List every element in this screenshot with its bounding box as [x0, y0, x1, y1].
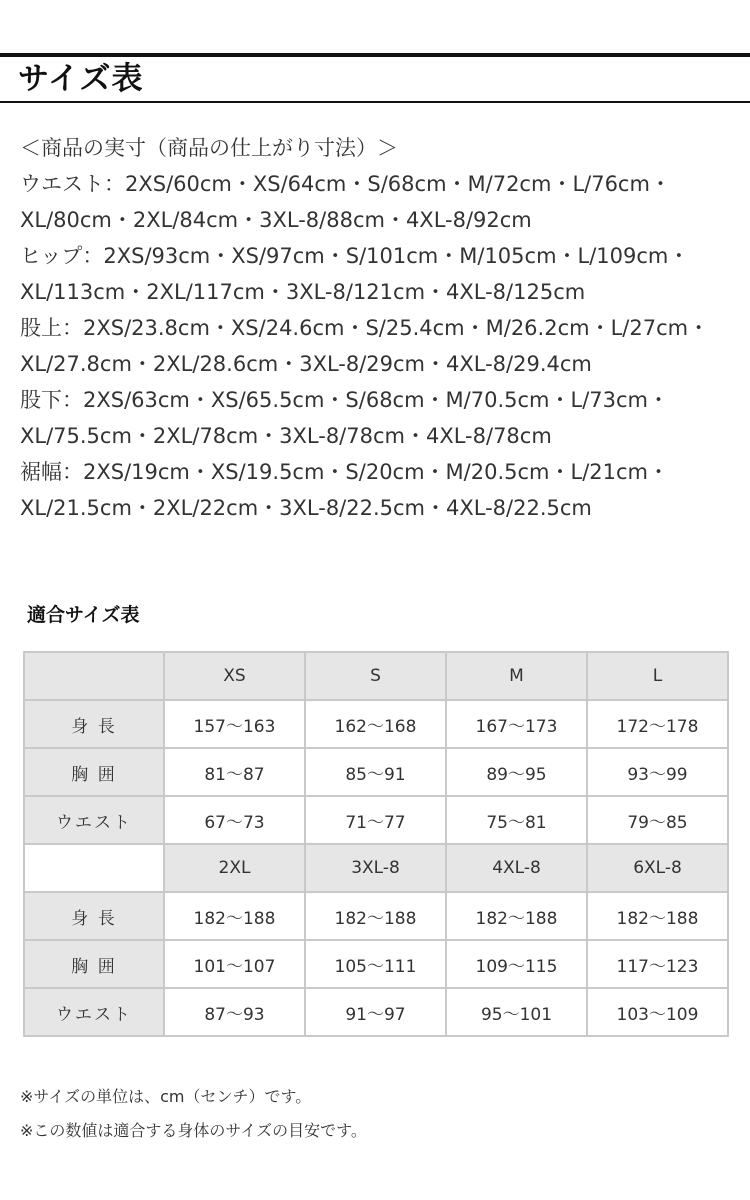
- note-guideline: ※この数値は適合する身体のサイズの目安です。: [20, 1121, 367, 1140]
- table-row: [24, 700, 728, 748]
- table-cell: 85～91: [305, 748, 446, 796]
- size-header-cell: 2XL: [164, 844, 305, 892]
- measurement-line: XL/21.5cm・2XL/22cm・3XL-8/22.5cm・4XL-8/22.5cm: [20, 496, 592, 520]
- size-header-cell: 4XL-8: [446, 844, 587, 892]
- table-cell: 103～109: [587, 988, 728, 1036]
- table-cell: 91～97: [305, 988, 446, 1036]
- table-cell: 87～93: [164, 988, 305, 1036]
- fit-table-title: 適合サイズ表: [27, 604, 140, 626]
- measurement-line: XL/75.5cm・2XL/78cm・3XL-8/78cm・4XL-8/78cm: [20, 424, 552, 448]
- row-label-height: 身 長: [24, 892, 164, 940]
- size-header-cell: XS: [164, 652, 305, 700]
- table-row: [24, 988, 728, 1036]
- table-cell: 105～111: [305, 940, 446, 988]
- table-cell: 182～188: [587, 892, 728, 940]
- table-cell: 67～73: [164, 796, 305, 844]
- table-cell: 162～168: [305, 700, 446, 748]
- table-cell: 93～99: [587, 748, 728, 796]
- table-cell: 167～173: [446, 700, 587, 748]
- measurement-line: 股上：2XS/23.8cm・XS/24.6cm・S/25.4cm・M/26.2cm・L/27cm・: [20, 316, 710, 340]
- title-bottom-rule: [0, 101, 750, 103]
- table-cell: 157～163: [164, 700, 305, 748]
- measurement-line: ヒップ：2XS/93cm・XS/97cm・S/101cm・M/105cm・L/109cm・: [20, 244, 690, 268]
- size-header-cell: 6XL-8: [587, 844, 728, 892]
- table-row: [24, 892, 728, 940]
- table-cell: 75～81: [446, 796, 587, 844]
- note-unit: ※サイズの単位は、cm（センチ）です。: [20, 1087, 312, 1106]
- row-label-chest: 胸 囲: [24, 940, 164, 988]
- size-header-cell: 3XL-8: [305, 844, 446, 892]
- table-cell: 95～101: [446, 988, 587, 1036]
- table-cell: 81～87: [164, 748, 305, 796]
- table-cell: 117～123: [587, 940, 728, 988]
- page-title: サイズ表: [18, 61, 144, 97]
- row-label-height: 身 長: [24, 700, 164, 748]
- table-row: [24, 748, 728, 796]
- title-top-rule: [0, 53, 750, 57]
- fit-size-table: [23, 651, 729, 1037]
- table-cell: 89～95: [446, 748, 587, 796]
- measurement-line: ウエスト：2XS/60cm・XS/64cm・S/68cm・M/72cm・L/76cm・: [20, 172, 671, 196]
- table-cell: 182～188: [164, 892, 305, 940]
- table-cell: 79～85: [587, 796, 728, 844]
- size-header-row: [24, 652, 728, 700]
- table-row: [24, 940, 728, 988]
- table-row: [24, 796, 728, 844]
- table-cell: 182～188: [446, 892, 587, 940]
- row-label-waist: ウエスト: [24, 796, 164, 844]
- size-header-row: [24, 844, 728, 892]
- row-label-chest: 胸 囲: [24, 748, 164, 796]
- measurement-line: XL/27.8cm・2XL/28.6cm・3XL-8/29cm・4XL-8/29.4cm: [20, 352, 592, 376]
- header-corner-cell: [24, 652, 164, 700]
- size-notes: [20, 1080, 367, 1148]
- table-cell: 101～107: [164, 940, 305, 988]
- table-cell: 182～188: [305, 892, 446, 940]
- table-cell: 71～77: [305, 796, 446, 844]
- measurement-line: XL/80cm・2XL/84cm・3XL-8/88cm・4XL-8/92cm: [20, 208, 532, 232]
- garment-measurements: [20, 130, 740, 526]
- measurement-line: 裾幅：2XS/19cm・XS/19.5cm・S/20cm・M/20.5cm・L/21cm・: [20, 460, 670, 484]
- size-header-cell: S: [305, 652, 446, 700]
- table-cell: 172～178: [587, 700, 728, 748]
- table-cell: 109～115: [446, 940, 587, 988]
- size-header-cell: M: [446, 652, 587, 700]
- measurement-line: XL/113cm・2XL/117cm・3XL-8/121cm・4XL-8/125cm: [20, 280, 586, 304]
- row-label-waist: ウエスト: [24, 988, 164, 1036]
- measurements-heading: ＜商品の実寸（商品の仕上がり寸法）＞: [20, 136, 398, 160]
- size-header-cell: L: [587, 652, 728, 700]
- measurement-line: 股下：2XS/63cm・XS/65.5cm・S/68cm・M/70.5cm・L/73cm・: [20, 388, 670, 412]
- header-corner-cell: [24, 844, 164, 892]
